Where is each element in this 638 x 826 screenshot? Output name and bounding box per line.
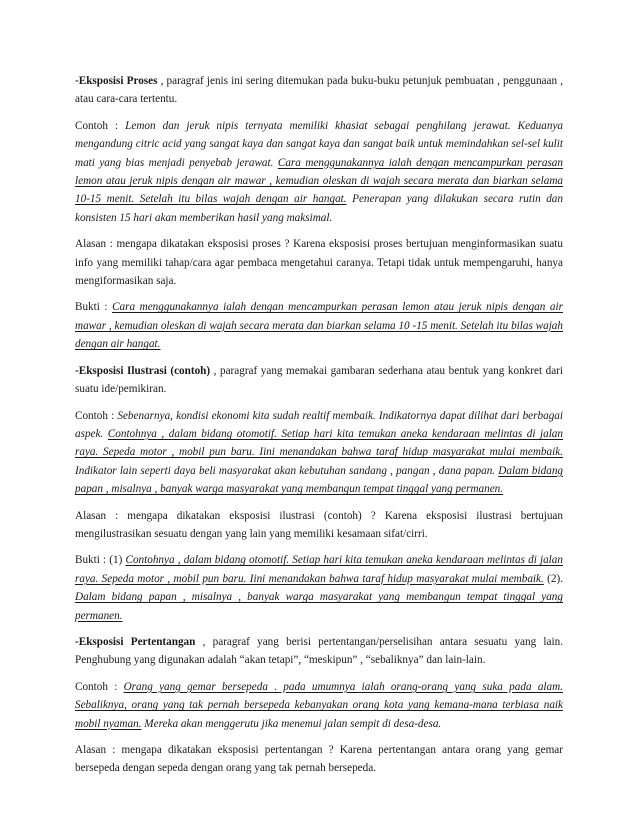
proses-contoh-plain: Lemon dan jeruk nipis ternyata memiliki khasiat sebagai penghilang jerawat. Keduanya mengandung citric acid yang sangat kaya dan sangat kaya dan sangat baik untuk memindahkan sel-sel kulit mati yang bias menjadi penyebab jerawat.	[75, 119, 563, 169]
ilustrasi-bukti-label: Bukti : (1)	[75, 554, 126, 567]
document-page	[75, 72, 563, 786]
ilustrasi-contoh-underlined-2: Dalam bidang papan , misalnya , banyak warga masyarakat yang membangun tempat tinggal yang permanen.	[75, 464, 564, 496]
ilustrasi-definition	[75, 362, 563, 399]
ilustrasi-contoh-mid: Indikator lain seperti daya beli masyarakat akan kebutuhan sandang , pangan , dana papan.	[75, 464, 499, 477]
ilustrasi-contoh-plain: Sebenarnya, kondisi ekonomi kita sudah realtif membaik. Indikatornya dapat dilihat dari berbagai aspek.	[75, 409, 563, 440]
proses-contoh	[75, 117, 563, 227]
pertentangan-contoh-underlined: Orang yang gemar bersepeda . pada umumnya ialah orang-orang yang suka pada alam. Sebaliknya, orang yang tak pernah bersepeda kebanyakan orang kota yang kemana-mana terbiasa naik mobil nyaman.	[75, 680, 563, 730]
pertentangan-contoh	[75, 678, 563, 733]
proses-bukti-text: Cara menggunakannya ialah dengan mencampurkan perasan lemon atau jeruk nipis dengan air mawar , kemudian oleskan di wajah secara merata dan biarkan selama 10 -15 menit. Setelah itu bilas wajah dengan air hangat.	[75, 301, 563, 351]
ilustrasi-contoh	[75, 407, 563, 499]
ilustrasi-bukti-underlined-2: Dalam bidang papan , misalnya , banyak warga masyarakat yang membangun tempat tinggal yang permanen.	[75, 591, 563, 622]
pertentangan-contoh-label: Contoh :	[75, 680, 124, 693]
ilustrasi-bukti-mid: (2).	[543, 572, 563, 585]
proses-bukti-label: Bukti :	[75, 301, 113, 314]
proses-alasan: Alasan : mengapa dikatakan eksposisi proses ? Karena eksposisi proses bertujuan menginformasikan suatu info yang memiliki tahap/cara agar pembaca mengetahui caranya. Tetapi tidak untuk mempengaruhi, hanya mengiformasikan saja.	[75, 238, 563, 288]
pertentangan-alasan: Alasan : mengapa dikatakan eksposisi pertentangan ? Karena pertentangan antara orang yang gemar bersepeda dengan sepeda dengan orang yang tak pernah bersepeda.	[75, 744, 563, 775]
pertentangan-def-text: , paragraf yang berisi pertentangan/perselisihan antara sesuatu yang lain. Penghubung yang digunakan adalah “akan tetapi”, “meskipun” , “sebaliknya” dan lain-lain.	[75, 635, 563, 667]
proses-definition	[75, 72, 563, 109]
ilustrasi-alasan: Alasan : mengapa dikatakan eksposisi ilustrasi (contoh) ? Karena eksposisi ilustrasi bertujuan mengilustrasikan sesuatu dengan yang lain yang memiliki kesamaan sifat/cirri.	[75, 509, 563, 540]
proses-def-text: , paragraf jenis ini sering ditemukan pada buku-buku petunjuk pembuatan , penggunaan , atau cara-cara tertentu.	[75, 75, 563, 106]
proses-contoh-tail: Penerapan yang dilakukan secara rutin dan konsisten 15 hari akan memberikan hasil yang maksimal.	[75, 193, 563, 224]
proses-contoh-label: Contoh :	[75, 119, 126, 132]
ilustrasi-def-text: , paragraf yang memakai gambaran sederhana atau bentuk yang konkret dari suatu ide/pemikiran.	[75, 364, 563, 396]
pertentangan-definition	[75, 633, 563, 670]
pertentangan-contoh-tail: Mereka akan menggerutu jika menemui jalan sempit di desa-desa.	[141, 717, 442, 730]
proses-contoh-underlined: Cara menggunakannya ialah dengan mencampurkan perasan lemon atau jeruk nipis dengan air mawar , kemudian oleskan di wajah secara merata dan biarkan selama 10-15 menit. Setelah itu bilas wajah dengan air hangat.	[75, 156, 563, 206]
ilustrasi-bukti-underlined-1: Contohnya , dalam bidang otomotif. Setiap hari kita temukan aneka kendaraan melintas di jalan raya. Sepeda motor , mobil pun baru. Iini menandakan bahwa taraf hidup masyarakat mulai membaik.	[75, 554, 563, 585]
ilustrasi-heading: -Eksposisi Ilustrasi (contoh)	[75, 364, 211, 377]
proses-heading: -Eksposisi Proses	[75, 75, 158, 87]
proses-bukti	[75, 298, 563, 353]
ilustrasi-contoh-label: Contoh :	[75, 409, 118, 422]
pertentangan-heading: -Eksposisi Pertentangan	[75, 635, 196, 648]
ilustrasi-contoh-underlined-1: Contohnya , dalam bidang otomotif. Setiap hari kita temukan aneka kendaraan melintas di jalan raya. Sepeda motor , mobil pun baru. Iini menandakan bahwa taraf hidup masyarakat mulai membaik.	[75, 427, 563, 459]
ilustrasi-bukti	[75, 551, 563, 625]
